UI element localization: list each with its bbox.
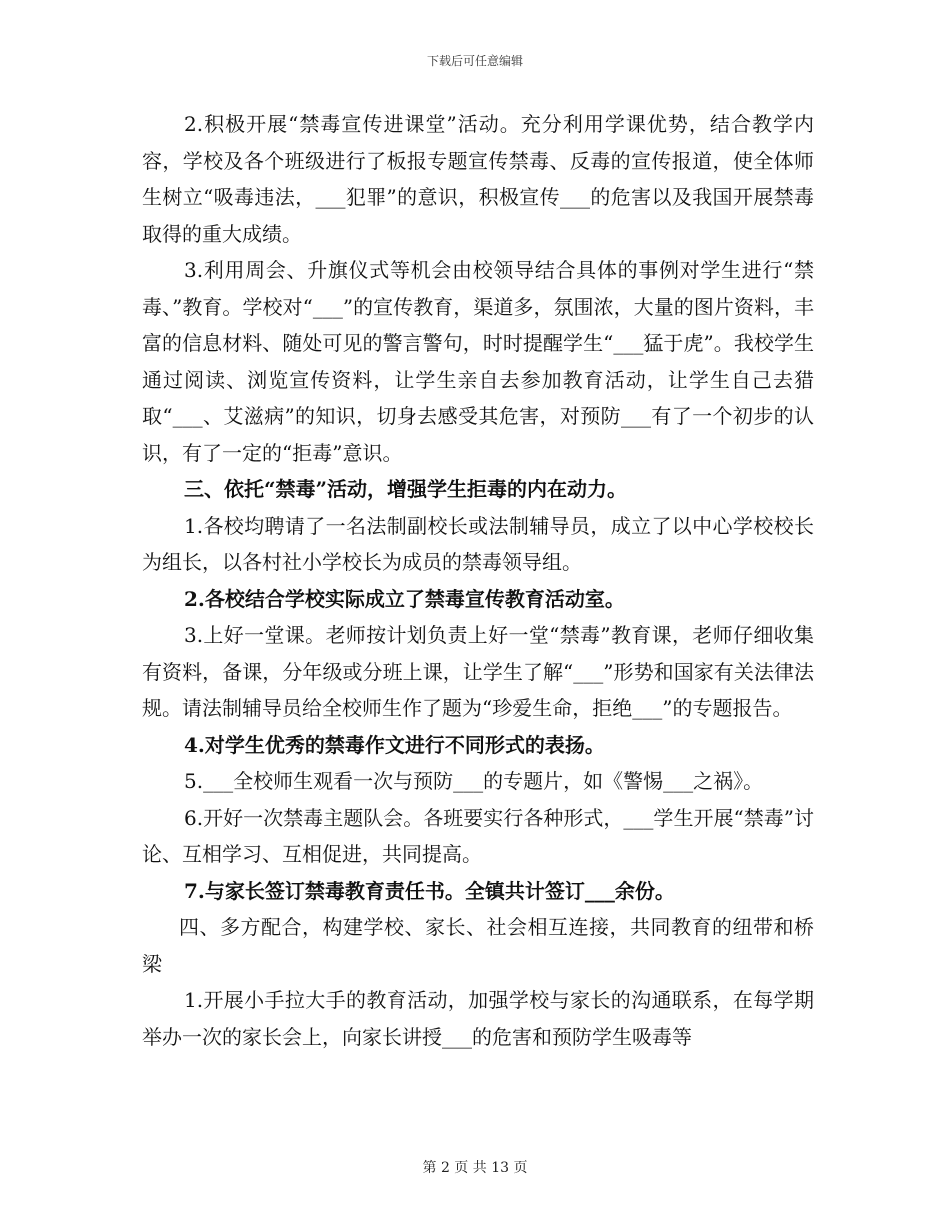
section-heading-3: 三、依托“禁毒”活动，增强学生拒毒的内在动力。 bbox=[184, 477, 628, 501]
document-body bbox=[142, 106, 814, 1055]
paragraph-activity-room: 2.各校结合学校实际成立了禁毒宣传教育活动室。 bbox=[184, 586, 625, 611]
paragraph-parent-activity: 1.开展小手拉大手的教育活动，加强学校与家长的沟通联系，在每学期举办一次的家长会上，向家长讲授___的危害和预防学生吸毒等 bbox=[142, 988, 814, 1049]
paragraph-team-meeting: 6.开好一次禁毒主题队会。各班要实行各种形式，___学生开展“禁毒”讨论、互相学习、互相促进，共同提高。 bbox=[142, 805, 814, 866]
page-footer: 第 2 页 共 13 页 bbox=[422, 1160, 528, 1176]
paragraph-legal-counselor: 1.各校均聘请了一名法制副校长或法制辅导员，成立了以中心学校校长为组长，以各村社小学校长为成员的禁毒领导组。 bbox=[142, 513, 814, 574]
section-heading-4: 四、多方配合，构建学校、家长、社会相互连接，共同教育的纽带和桥梁 bbox=[142, 915, 814, 976]
paragraph-essay-praise: 4.对学生优秀的禁毒作文进行不同形式的表扬。 bbox=[184, 732, 605, 757]
page-header: 下载后可任意编辑 bbox=[426, 54, 523, 68]
paragraph-lesson: 3.上好一堂课。老师按计划负责上好一堂“禁毒”教育课，老师仔细收集有资料，备课，分年级或分班上课，让学生了解“___”形势和国家有关法律法规。请法制辅导员给全校师生作了题为“珍爱生命，拒绝___”的专题报告。 bbox=[142, 623, 814, 720]
paragraph-parent-agreement: 7.与家长签订禁毒教育责任书。全镇共计签订___余份。 bbox=[184, 878, 675, 903]
paragraph-2-classroom-campaign: 2.积极开展“禁毒宣传进课堂”活动。充分利用学课优势，结合教学内容，学校及各个班级进行了板报专题宣传禁毒、反毒的宣传报道，使全体师生树立“吸毒违法，___犯罪”的意识，积极宣传___的危害以及我国开展禁毒取得的重大成绩。 bbox=[142, 112, 814, 246]
paragraph-film: 5.___全校师生观看一次与预防___的专题片，如《警惕___之祸》。 bbox=[184, 769, 764, 793]
paragraph-3-weekly-meetings: 3.利用周会、升旗仪式等机会由校领导结合具体的事例对学生进行“禁毒、”教育。学校对“___”的宣传教育，渠道多，氛围浓，大量的图片资料，丰富的信息材料、随处可见的警言警句，时时提醒学生“___猛于虎”。我校学生通过阅读、浏览宣传资料，让学生亲自去参加教育活动，让学生自己去猎取“___、艾滋病”的知识，切身去感受其危害，对预防___有了一个初步的认识，有了一定的“拒毒”意识。 bbox=[142, 258, 814, 465]
